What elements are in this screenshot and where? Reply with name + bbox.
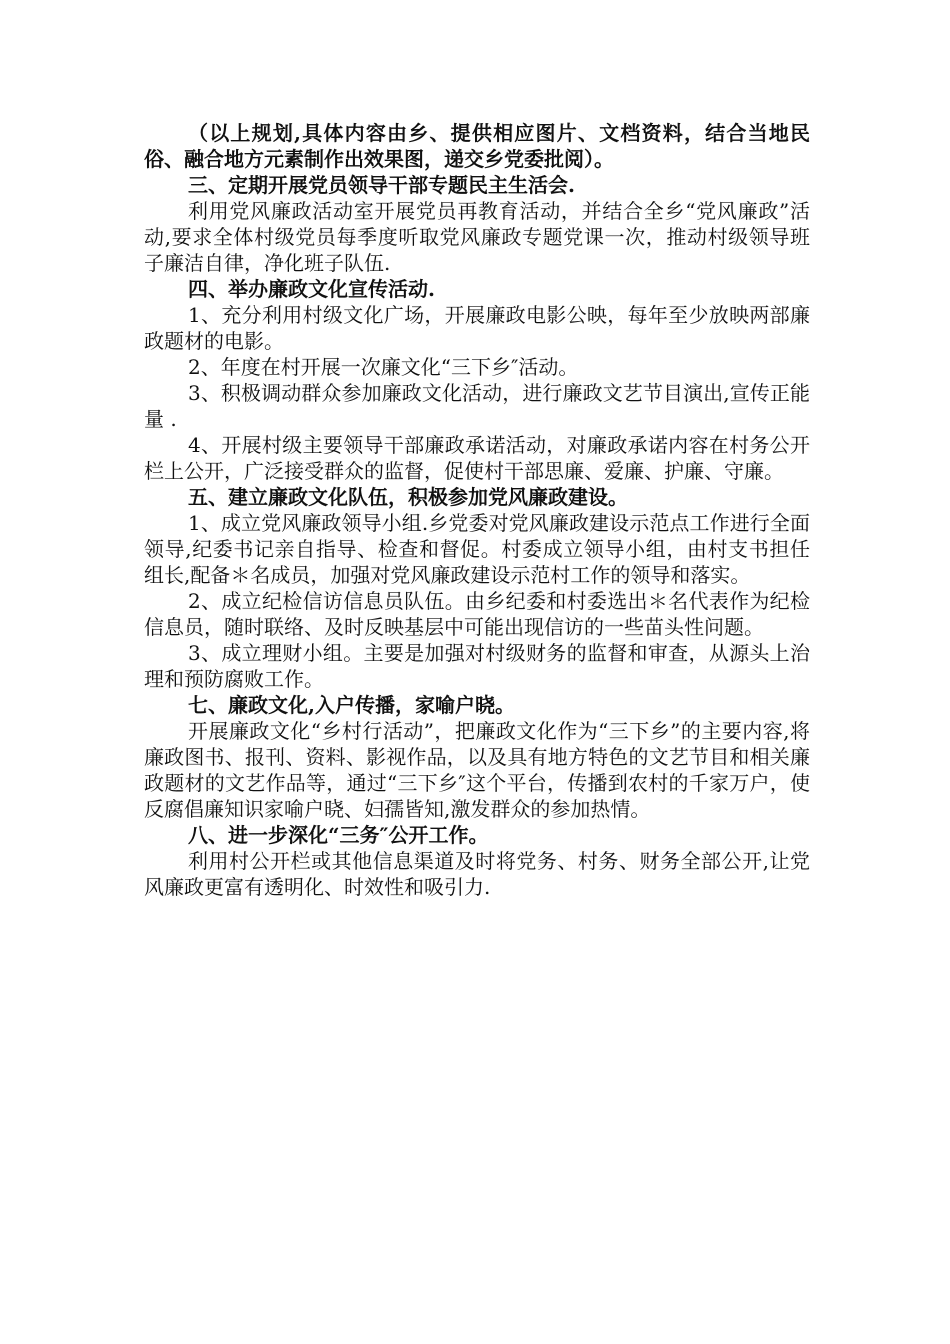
heading-section-8: 八、进一步深化“三务″公开工作。 [188,823,489,847]
document-page [144,120,810,900]
paragraph-section-5-item-2: 2、成立纪检信访信息员队伍。由乡纪委和村委选出＊名代表作为纪检信息员，随时联络、及时反映基层中可能出现信访的一些苗头性问题。 [144,589,810,639]
heading-section-7: 七、廉政文化,入户传播，家喻户晓。 [188,693,515,717]
paragraph-section-4-item-1: 1、充分利用村级文化广场，开展廉政电影公映，每年至少放映两部廉政题材的电影。 [144,303,810,353]
paragraph-section-8-body: 利用村公开栏或其他信息渠道及时将党务、村务、财务全部公开,让党风廉政更富有透明化、时效性和吸引力. [144,849,810,899]
paragraph-planning-note: （以上规划,具体内容由乡、提供相应图片、文档资料，结合当地民俗、融合地方元素制作出效果图，递交乡党委批阅）。 [144,121,810,171]
paragraph-section-4-item-3: 3、积极调动群众参加廉政文化活动，进行廉政文艺节目演出,宣传正能量 . [144,381,810,431]
heading-section-3: 三、定期开展党员领导干部专题民主生活会. [188,173,575,197]
paragraph-section-5-item-3: 3、成立理财小组。主要是加强对村级财务的监督和审查，从源头上治理和预防腐败工作。 [144,641,810,691]
paragraph-section-5-item-1: 1、成立党风廉政领导小组.乡党委对党风廉政建设示范点工作进行全面领导,纪委书记亲自指导、检查和督促。村委成立领导小组，由村支书担任组长,配备＊名成员，加强对党风廉政建设示范村工作的领导和落实。 [144,511,810,587]
heading-section-5: 五、建立廉政文化队伍，积极参加党风廉政建设。 [188,485,628,509]
paragraph-section-4-item-4: 4、开展村级主要领导干部廉政承诺活动，对廉政承诺内容在村务公开栏上公开，广泛接受群众的监督，促使村干部思廉、爱廉、护廉、守廉。 [144,433,810,483]
heading-section-4: 四、举办廉政文化宣传活动. [188,277,435,301]
paragraph-section-7-body: 开展廉政文化“乡村行活动”，把廉政文化作为“三下乡”的主要内容,将廉政图书、报刊、资料、影视作品，以及具有地方特色的文艺节目和相关廉政题材的文艺作品等，通过“三下乡″这个平台，传播到农村的千家万户，使反腐倡廉知识家喻户晓、妇孺皆知,激发群众的参加热情。 [144,719,810,821]
paragraph-section-4-item-2: 2、年度在村开展一次廉文化“三下乡″活动。 [188,355,579,379]
paragraph-section-3-body: 利用党风廉政活动室开展党员再教育活动，并结合全乡“党风廉政”活动,要求全体村级党员每季度听取党风廉政专题党课一次，推动村级领导班子廉洁自律，净化班子队伍. [144,199,810,275]
